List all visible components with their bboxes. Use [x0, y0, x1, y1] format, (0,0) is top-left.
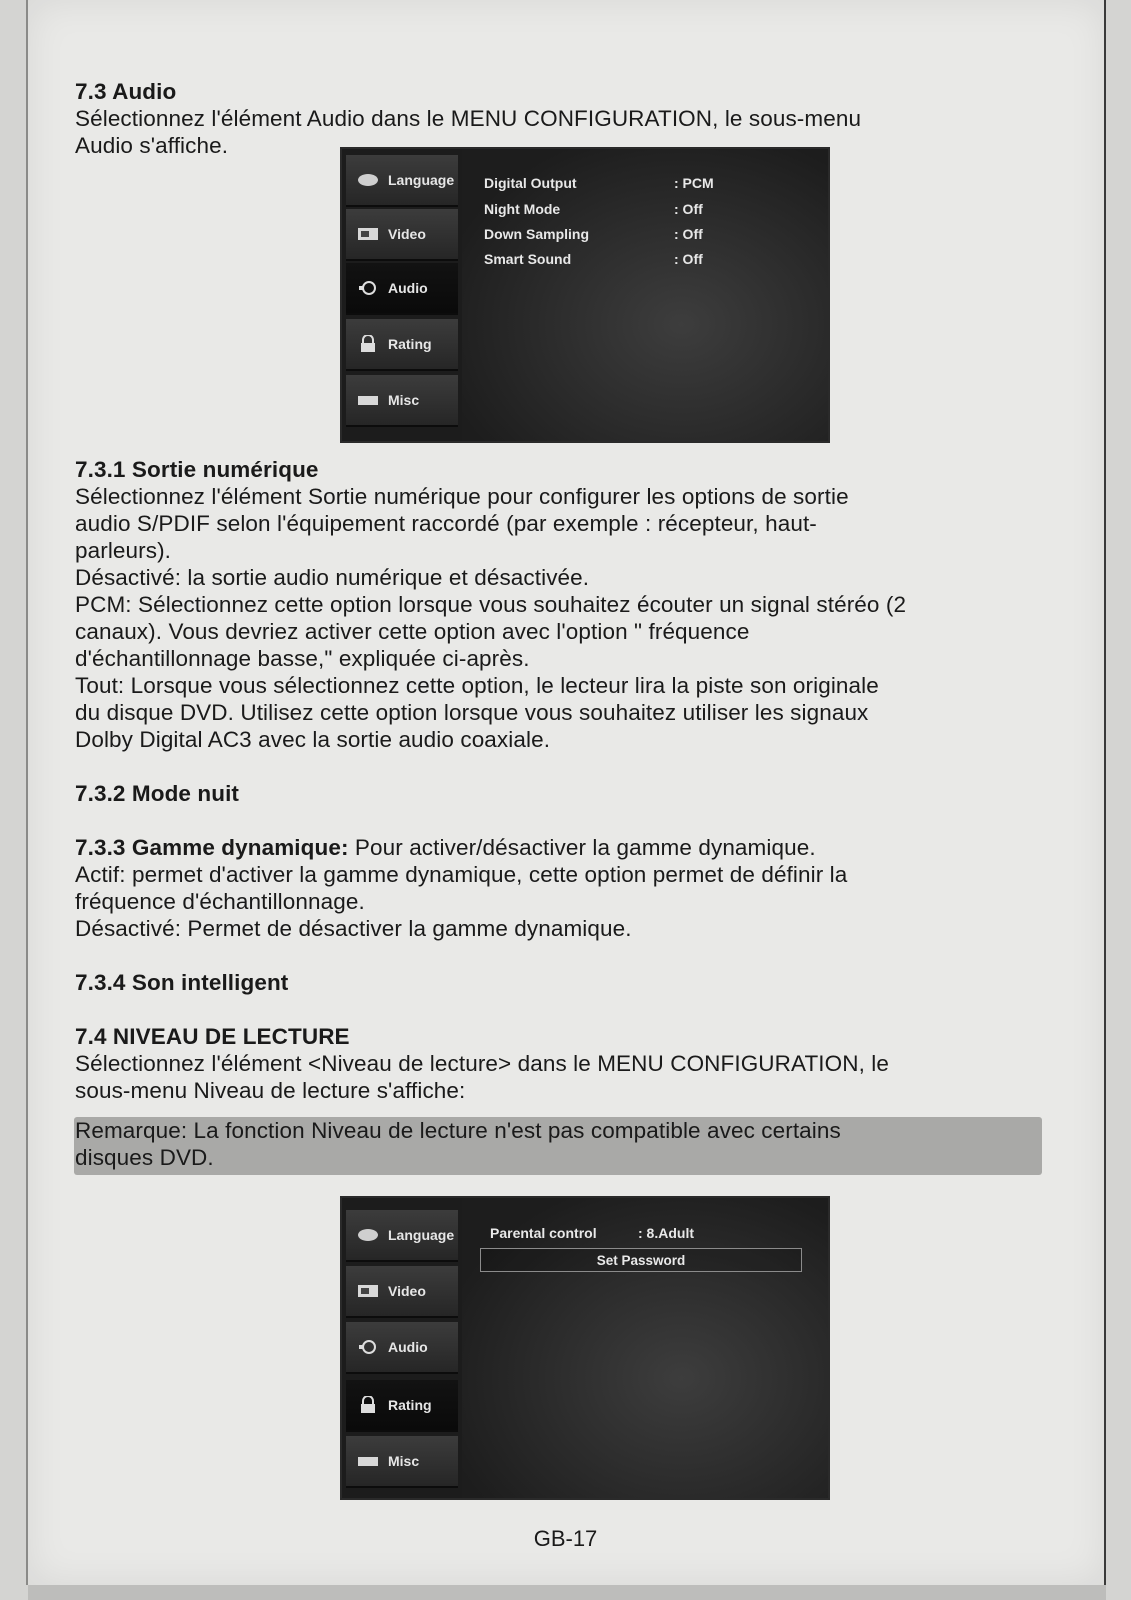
misc-icon [356, 392, 380, 408]
option-smart-sound-value: : Off [674, 251, 703, 267]
set-password-button: Set Password [480, 1248, 802, 1272]
paragraph-7-3-1-line: Dolby Digital AC3 avec la sortie audio coaxiale. [75, 727, 551, 752]
heading-7-3-3-description: Pour activer/désactiver la gamme dynamique. [348, 835, 816, 860]
paragraph-7-3-1-line: PCM: Sélectionnez cette option lorsque vous souhaitez écouter un signal stéréo (2 [75, 592, 907, 617]
heading-7-3: 7.3 Audio [75, 79, 177, 104]
menu-item-rating: Rating [346, 319, 458, 371]
lock-icon [356, 1397, 380, 1413]
video-icon [356, 1283, 380, 1299]
option-digital-output-label: Digital Output [484, 175, 577, 191]
menu-item-rating: Rating [346, 1380, 458, 1432]
paragraph-7-3-1-line: audio S/PDIF selon l'équipement raccordé (par exemple : récepteur, haut- [75, 511, 817, 536]
heading-7-3-2: 7.3.2 Mode nuit [75, 781, 240, 806]
menu-item-misc: Misc [346, 1436, 458, 1488]
paragraph-7-3-line1: Sélectionnez l'élément Audio dans le MENU CONFIGURATION, le sous-menu [75, 106, 862, 131]
rating-menu-screenshot [340, 1196, 830, 1500]
paragraph-7-3-1-line: canaux). Vous devriez activer cette option avec l'option " fréquence [75, 619, 750, 644]
paragraph-7-3-1-line: Désactivé: la sortie audio numérique et désactivée. [75, 565, 590, 590]
parental-control-value: : 8.Adult [638, 1225, 694, 1241]
paragraph-7-3-1-line: du disque DVD. Utilisez cette option lorsque vous souhaitez utiliser les signaux [75, 700, 869, 725]
audio-icon [356, 280, 380, 296]
heading-7-3-1: 7.3.1 Sortie numérique [75, 457, 319, 482]
menu-item-misc: Misc [346, 375, 458, 427]
menu-item-language: Language [346, 155, 458, 207]
misc-icon [356, 1453, 380, 1469]
heading-7-3-3: 7.3.3 Gamme dynamique: [75, 835, 349, 860]
menu-item-audio: Audio [346, 263, 458, 315]
audio-menu-sidebar [342, 149, 462, 441]
paragraph-7-4-line2: sous-menu Niveau de lecture s'affiche: [75, 1078, 466, 1103]
paragraph-7-3-3-line: Actif: permet d'activer la gamme dynamique, cette option permet de définir la [75, 862, 848, 887]
heading-7-4: 7.4 NIVEAU DE LECTURE [75, 1024, 350, 1049]
menu-item-audio: Audio [346, 1322, 458, 1374]
paragraph-7-3-3-intro [75, 834, 816, 861]
paragraph-7-3-line2: Audio s'affiche. [75, 133, 229, 158]
audio-menu-options-panel [462, 149, 828, 441]
rating-menu-sidebar [342, 1198, 462, 1498]
audio-icon [356, 1339, 380, 1355]
paragraph-7-3-3-line: fréquence d'échantillonnage. [75, 889, 365, 914]
paragraph-7-3-1-line: parleurs). [75, 538, 172, 563]
option-night-mode-label: Night Mode [484, 201, 561, 217]
parental-control-label: Parental control [490, 1225, 597, 1241]
rating-menu-options-panel [462, 1198, 828, 1498]
page-right-edge [1104, 0, 1106, 1585]
paragraph-7-4-line1: Sélectionnez l'élément <Niveau de lecture> dans le MENU CONFIGURATION, le [75, 1051, 890, 1076]
note-line1: Remarque: La fonction Niveau de lecture n'est pas compatible avec certains [75, 1118, 841, 1143]
audio-menu-screenshot [340, 147, 830, 443]
paragraph-7-3-3-line: Désactivé: Permet de désactiver la gamme dynamique. [75, 916, 632, 941]
option-smart-sound-label: Smart Sound [484, 251, 572, 267]
option-night-mode-value: : Off [674, 201, 703, 217]
option-down-sampling-label: Down Sampling [484, 226, 589, 242]
page-number: GB-17 [533, 1526, 598, 1551]
option-digital-output-value: : PCM [674, 175, 714, 191]
page-bottom-strip [28, 1585, 1106, 1600]
lock-icon [356, 336, 380, 352]
video-icon [356, 226, 380, 242]
language-icon [356, 1227, 380, 1243]
paragraph-7-3-1-line: Sélectionnez l'élément Sortie numérique pour configurer les options de sortie [75, 484, 849, 509]
note-line2: disques DVD. [75, 1145, 214, 1170]
option-down-sampling-value: : Off [674, 226, 703, 242]
heading-7-3-4: 7.3.4 Son intelligent [75, 970, 289, 995]
menu-item-video: Video [346, 1266, 458, 1318]
paragraph-7-3-1-line: d'échantillonnage basse," expliquée ci-après. [75, 646, 530, 671]
paragraph-7-3-1-line: Tout: Lorsque vous sélectionnez cette option, le lecteur lira la piste son originale [75, 673, 879, 698]
menu-item-video: Video [346, 209, 458, 261]
language-icon [356, 172, 380, 188]
menu-item-language: Language [346, 1210, 458, 1262]
